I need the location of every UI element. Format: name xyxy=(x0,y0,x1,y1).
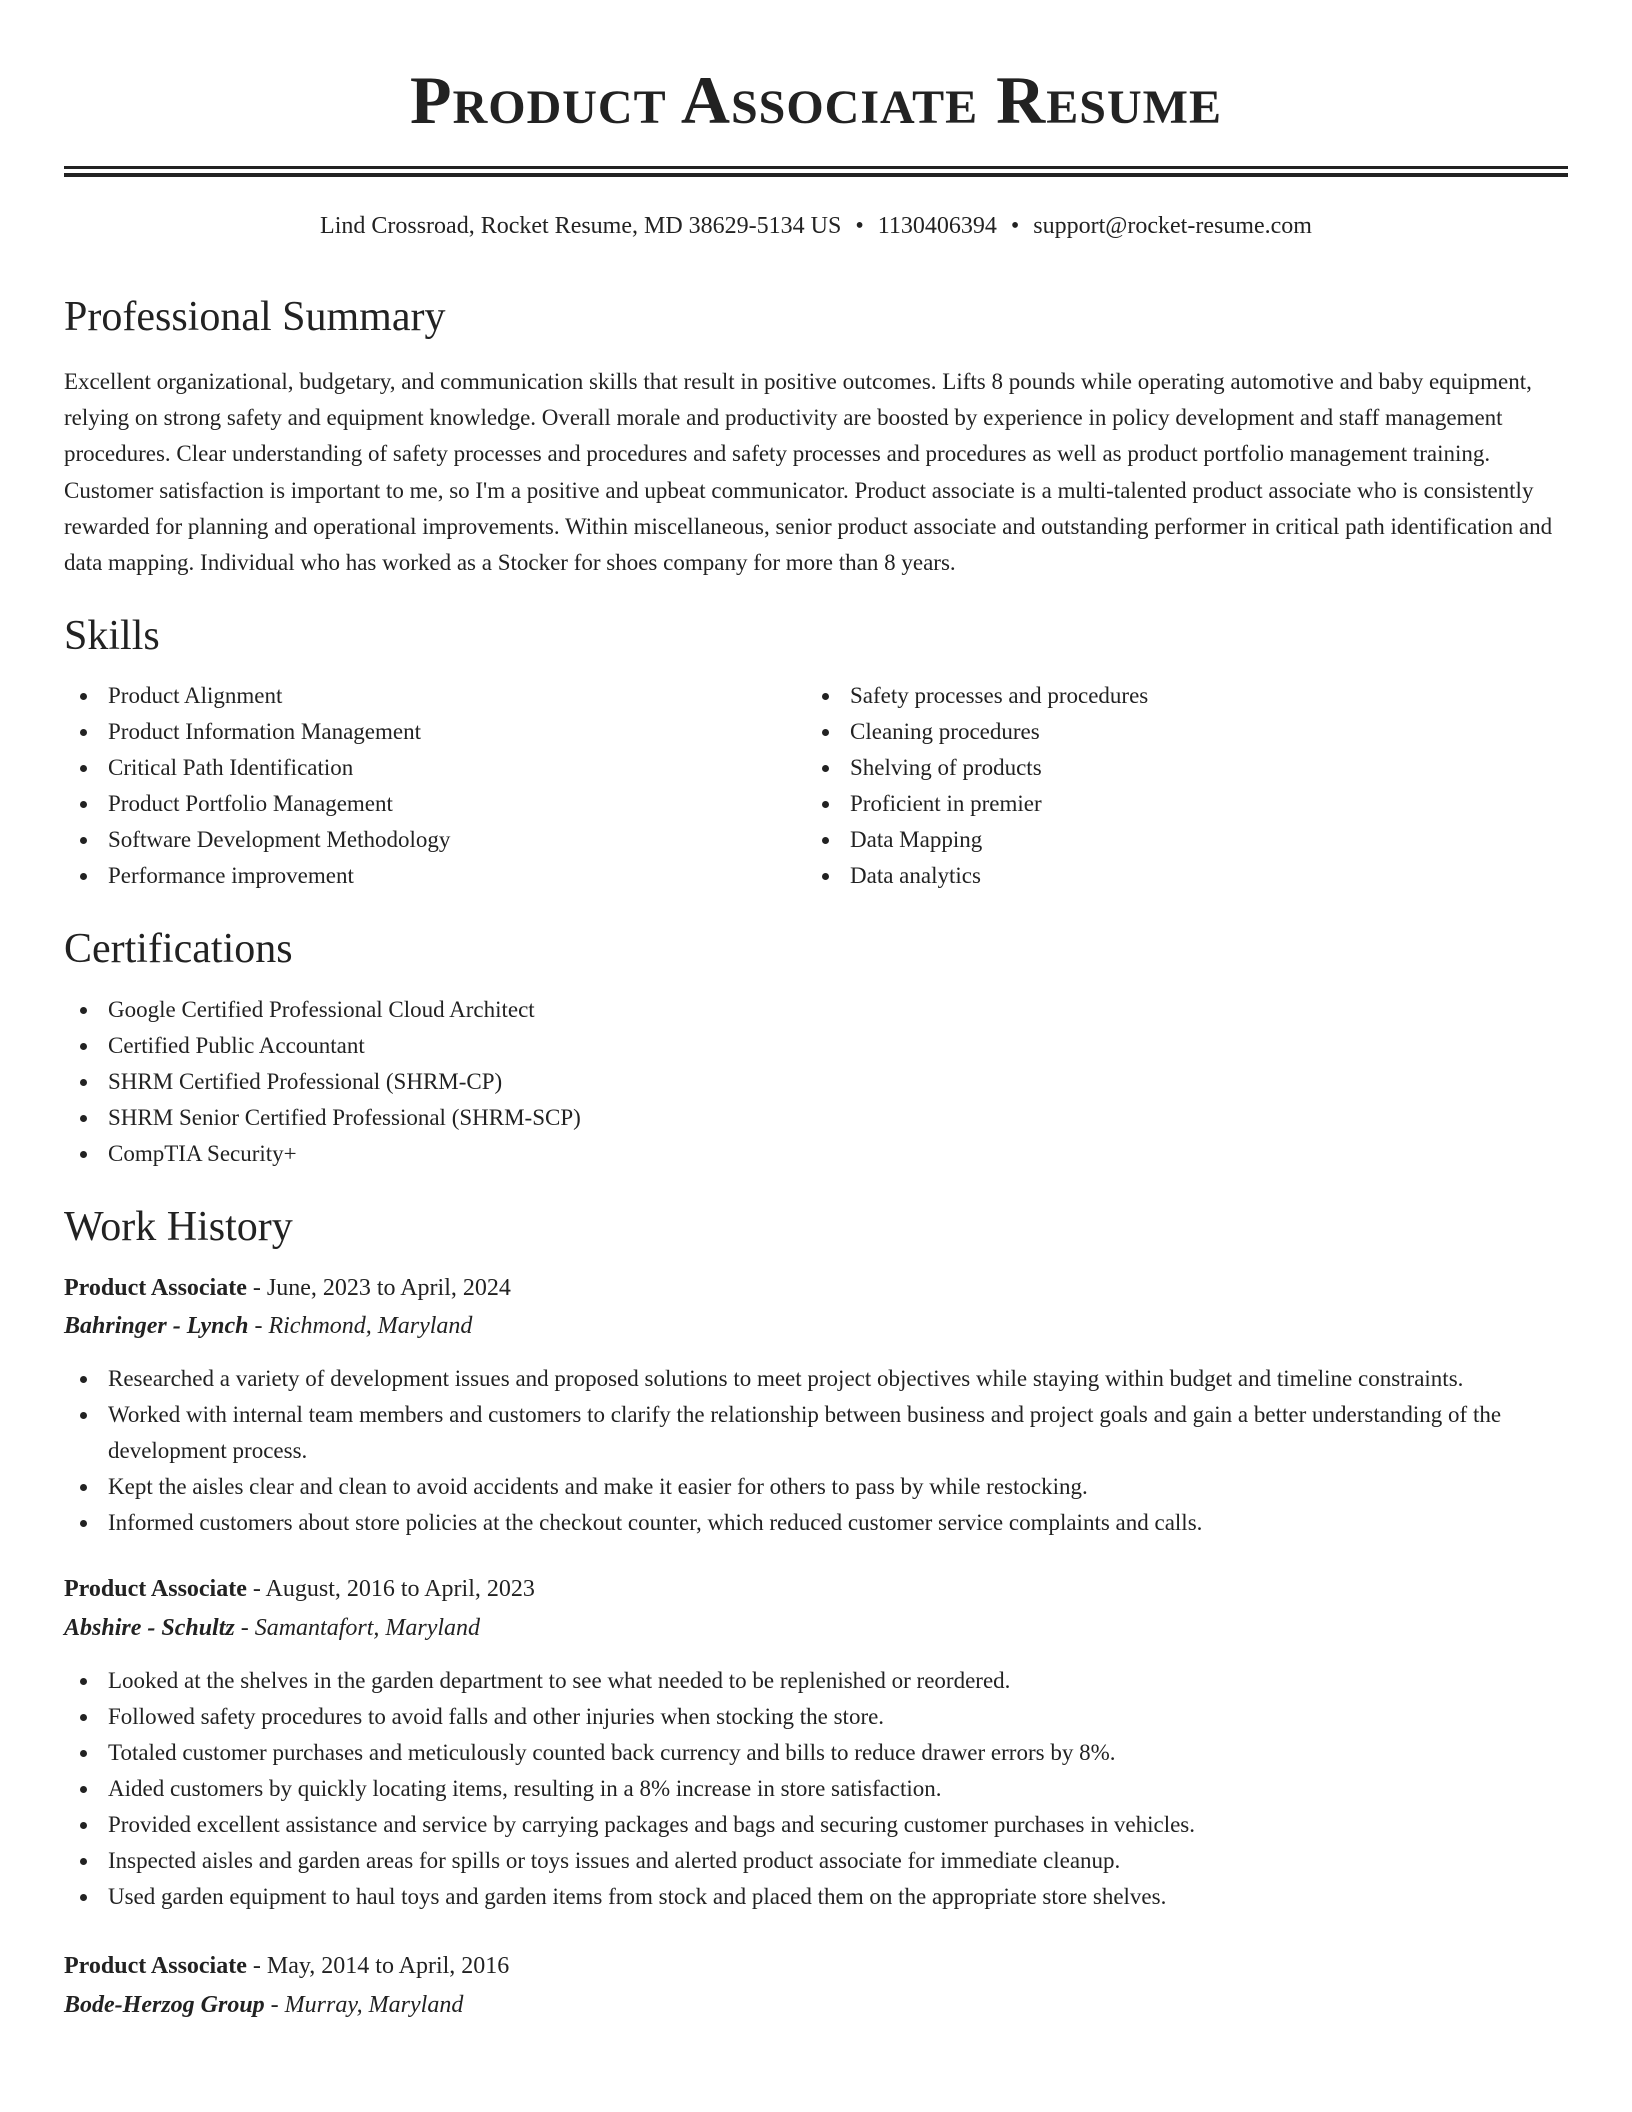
skills-columns xyxy=(64,678,1568,894)
job-bullet: Kept the aisles clear and clean to avoid accidents and make it easier for others to pass by while restocking. xyxy=(64,1469,1568,1505)
skills-list-right xyxy=(806,678,1548,894)
skill-item: Cleaning procedures xyxy=(806,714,1548,750)
job-title: Product Associate xyxy=(64,1274,247,1301)
certification-item: Google Certified Professional Cloud Architect xyxy=(64,992,1568,1028)
employer-location: - Murray, Maryland xyxy=(270,1991,464,2018)
job-title-line xyxy=(64,1952,1568,1981)
employer-location: - Samantafort, Maryland xyxy=(240,1614,481,1641)
skill-item: Performance improvement xyxy=(64,858,806,894)
skill-item: Safety processes and procedures xyxy=(806,678,1548,714)
skills-list-left xyxy=(64,678,806,894)
job-bullet-list xyxy=(64,1663,1568,1915)
certification-item: CompTIA Security+ xyxy=(64,1136,1568,1172)
skill-item: Shelving of products xyxy=(806,750,1548,786)
skill-item: Product Information Management xyxy=(64,714,806,750)
employer-name: Abshire - Schultz xyxy=(64,1614,235,1641)
job-entry xyxy=(64,1274,1568,1542)
contact-address: Lind Crossroad, Rocket Resume, MD 38629-5134 US xyxy=(320,213,842,239)
skill-item: Critical Path Identification xyxy=(64,750,806,786)
section-heading-work-history: Work History xyxy=(64,1203,293,1250)
employer-name: Bode-Herzog Group xyxy=(64,1991,265,2018)
contact-email: support@rocket-resume.com xyxy=(1033,213,1312,239)
employer-name: Bahringer - Lynch xyxy=(64,1313,249,1340)
title-double-rule xyxy=(64,166,1568,177)
skill-item: Data analytics xyxy=(806,858,1548,894)
job-dates: - May, 2014 to April, 2016 xyxy=(252,1952,510,1979)
certifications-list xyxy=(64,992,1568,1172)
job-title-line xyxy=(64,1274,1568,1303)
contact-line xyxy=(64,212,1568,241)
job-bullet: Researched a variety of development issues and proposed solutions to meet project objectives while staying within budget and timeline constraints. xyxy=(64,1361,1568,1397)
resume-page xyxy=(64,0,1568,2019)
job-title-line xyxy=(64,1575,1568,1604)
job-bullet-list xyxy=(64,1361,1568,1541)
employer-location: - Richmond, Maryland xyxy=(254,1313,473,1340)
section-heading-skills: Skills xyxy=(64,612,160,659)
job-dates: - August, 2016 to April, 2023 xyxy=(252,1576,535,1603)
skill-item: Product Alignment xyxy=(64,678,806,714)
job-dates: - June, 2023 to April, 2024 xyxy=(252,1274,511,1301)
skill-item: Product Portfolio Management xyxy=(64,786,806,822)
section-heading-summary: Professional Summary xyxy=(64,293,446,340)
job-entry xyxy=(64,1575,1568,1915)
employer-line xyxy=(64,1312,1568,1341)
job-entry xyxy=(64,1952,1568,2020)
contact-phone: 1130406394 xyxy=(877,213,997,239)
job-bullet: Used garden equipment to haul toys and garden items from stock and placed them on the appropriate store shelves. xyxy=(64,1879,1568,1915)
contact-separator: • xyxy=(1010,213,1020,239)
job-title: Product Associate xyxy=(64,1576,247,1603)
job-bullet: Inspected aisles and garden areas for spills or toys issues and alerted product associate for immediate cleanup. xyxy=(64,1843,1568,1879)
job-bullet: Informed customers about store policies at the checkout counter, which reduced customer service complaints and calls. xyxy=(64,1505,1568,1541)
section-heading-certifications: Certifications xyxy=(64,925,293,972)
job-bullet: Totaled customer purchases and meticulously counted back currency and bills to reduce drawer errors by 8%. xyxy=(64,1735,1568,1771)
job-title: Product Associate xyxy=(64,1952,247,1979)
employer-line xyxy=(64,1991,1568,2020)
resume-title: Product Associate Resume xyxy=(410,62,1222,138)
employer-line xyxy=(64,1614,1568,1643)
skill-item: Software Development Methodology xyxy=(64,822,806,858)
skill-item: Proficient in premier xyxy=(806,786,1548,822)
job-bullet: Provided excellent assistance and service by carrying packages and bags and securing customer purchases in vehicles. xyxy=(64,1807,1568,1843)
certification-item: SHRM Certified Professional (SHRM-CP) xyxy=(64,1064,1568,1100)
summary-text: Excellent organizational, budgetary, and communication skills that result in positive outcomes. Lifts 8 pounds while operating automotive and baby equipment, relying on strong safety and equipment knowledge. Overall morale and productivity are boosted by experience in policy development and staff management procedures. Clear understanding of safety processes and procedures and safety processes and procedures as well as product portfolio management training. Customer satisfaction is important to me, so I'm a positive and upbeat communicator. Product associate is a multi-talented product associate who is consistently rewarded for planning and operational improvements. Within miscellaneous, senior product associate and outstanding performer in critical path identification and data mapping. Individual who has worked as a Stocker for shoes company for more than 8 years. xyxy=(64,368,1553,576)
contact-separator: • xyxy=(855,213,864,239)
skill-item: Data Mapping xyxy=(806,822,1548,858)
job-bullet: Aided customers by quickly locating items, resulting in a 8% increase in store satisfaction. xyxy=(64,1771,1568,1807)
job-bullet: Followed safety procedures to avoid falls and other injuries when stocking the store. xyxy=(64,1699,1568,1735)
certification-item: SHRM Senior Certified Professional (SHRM-SCP) xyxy=(64,1100,1568,1136)
certification-item: Certified Public Accountant xyxy=(64,1028,1568,1064)
job-bullet: Looked at the shelves in the garden department to see what needed to be replenished or reordered. xyxy=(64,1663,1568,1699)
job-bullet: Worked with internal team members and customers to clarify the relationship between business and project goals and gain a better understanding of the development process. xyxy=(64,1397,1568,1469)
